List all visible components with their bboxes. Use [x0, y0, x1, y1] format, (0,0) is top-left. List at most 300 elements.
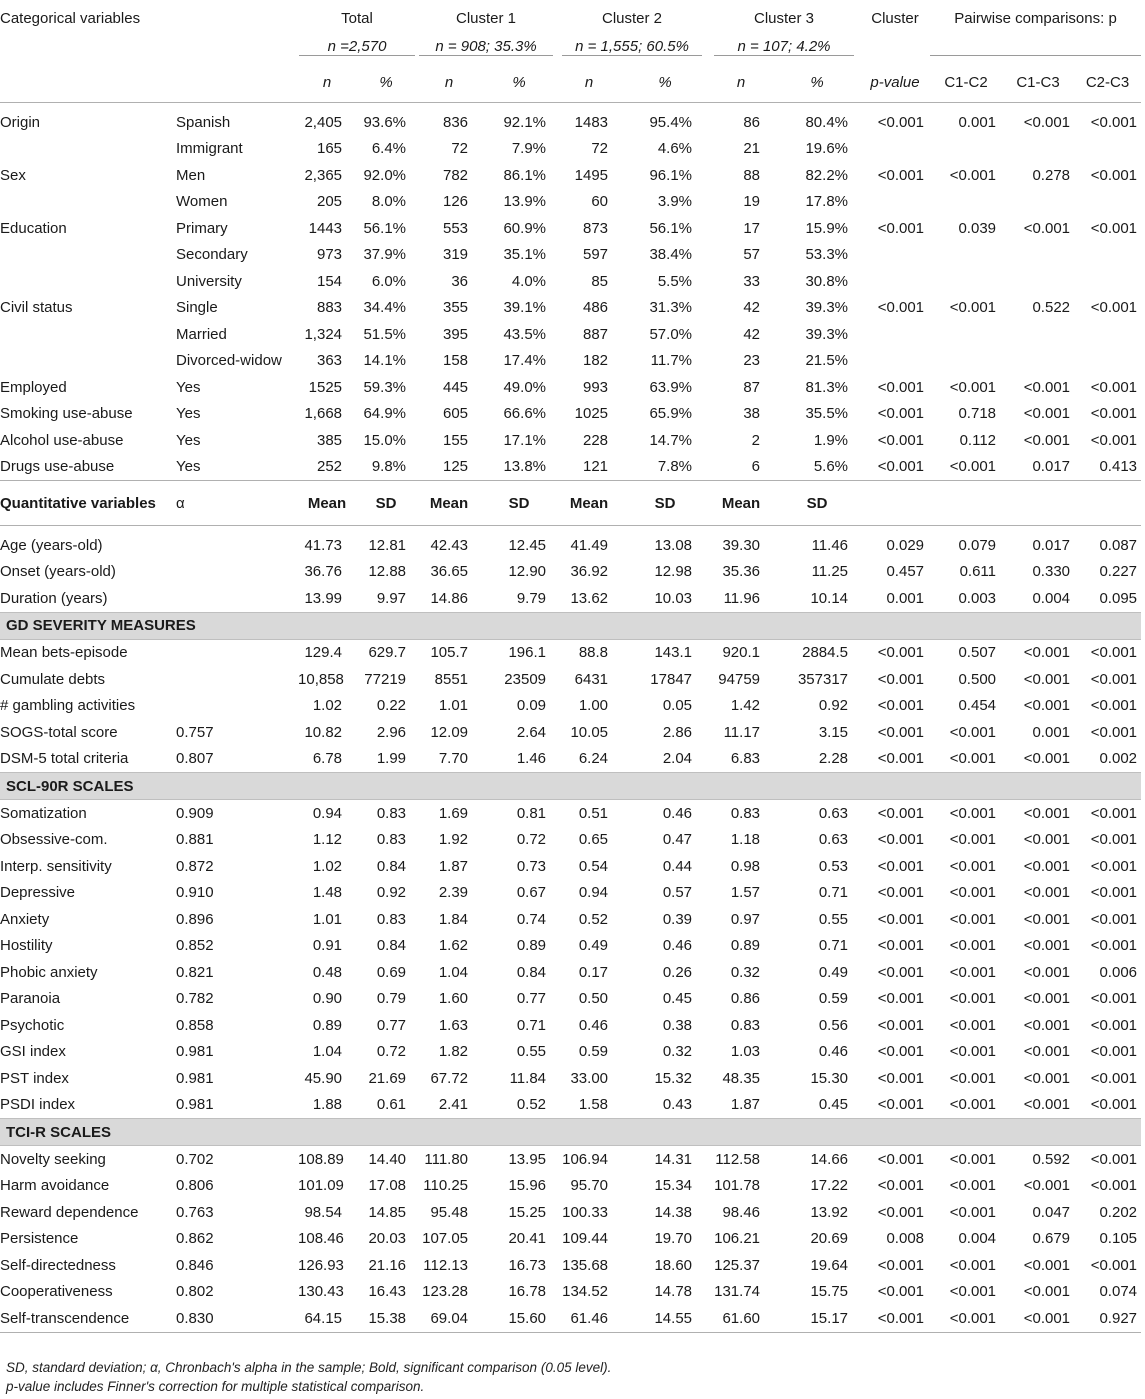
- cluster-pvalue: <0.001: [877, 113, 925, 131]
- category-label: Single: [176, 299, 218, 317]
- pairwise-pvalue: 0.413: [1099, 458, 1138, 476]
- pairwise-pvalue: <0.001: [1090, 804, 1138, 822]
- alpha-value: [176, 639, 298, 666]
- variable-label: [0, 189, 176, 216]
- pairwise-pvalue: <0.001: [949, 723, 997, 741]
- mean-cell: 13.99: [304, 589, 343, 607]
- mean-cell: 106.21: [714, 1230, 761, 1248]
- mean-cell: 1.60: [438, 990, 469, 1008]
- quantitative-title: Quantitative variables: [0, 494, 156, 512]
- sd-cell: 0.72: [376, 1043, 407, 1061]
- footnote-line-1: SD, standard deviation; α, Chronbach's alpha in the sample; Bold, significant comparison (0.05 level).: [6, 1360, 612, 1375]
- pairwise-pvalue: [1002, 136, 1074, 163]
- mean-cell: 108.89: [298, 1150, 344, 1168]
- count-cell: 1443: [308, 219, 343, 237]
- pairwise-pvalue: [930, 136, 1002, 163]
- alpha-value: [176, 559, 298, 586]
- category-label: Women: [176, 193, 228, 211]
- variable-label: PST index: [0, 1069, 69, 1087]
- cluster-pvalue: [860, 348, 930, 375]
- pairwise-pvalue: [1002, 242, 1074, 269]
- pairwise-pvalue: 0.105: [1099, 1230, 1138, 1248]
- pairwise-pvalue: <0.001: [949, 1150, 997, 1168]
- percent-cell: 95.4%: [649, 113, 693, 131]
- table-row: [0, 109, 1141, 136]
- cluster-pvalue: [860, 136, 930, 163]
- cluster-pvalue: [860, 189, 930, 216]
- pairwise-pvalue: 0.004: [1032, 589, 1071, 607]
- pairwise-pvalue: <0.001: [1090, 723, 1138, 741]
- empty-cell: [860, 481, 930, 526]
- mean-cell: 100.33: [562, 1203, 609, 1221]
- pairwise-pvalue: <0.001: [1023, 1016, 1071, 1034]
- count-cell: 205: [316, 193, 343, 211]
- sd-cell: 14.40: [368, 1150, 407, 1168]
- alpha-value: 0.846: [176, 1256, 214, 1274]
- pairwise-pvalue: 0.202: [1099, 1203, 1138, 1221]
- pairwise-pvalue: <0.001: [1090, 857, 1138, 875]
- percent-cell: 86.1%: [503, 166, 547, 184]
- cluster-header: Cluster: [871, 10, 919, 27]
- count-cell: 1483: [574, 113, 609, 131]
- sd-cell: 2.96: [376, 723, 407, 741]
- variable-label: Obsessive-com.: [0, 831, 108, 849]
- mean-cell: 8551: [434, 670, 469, 688]
- sd-cell: 0.83: [376, 910, 407, 928]
- pairwise-pvalue: <0.001: [1023, 884, 1071, 902]
- percent-cell: 39.1%: [503, 299, 547, 317]
- cluster3-n: n = 107; 4.2%: [714, 38, 854, 56]
- table-row: [0, 1092, 1141, 1119]
- alpha-header: α: [176, 494, 185, 512]
- count-cell: 1495: [574, 166, 609, 184]
- count-cell: 2,405: [304, 113, 343, 131]
- cluster2-header: Cluster 2: [602, 10, 663, 27]
- pairwise-pvalue: <0.001: [1090, 378, 1138, 396]
- mean-cell: 0.59: [578, 1043, 609, 1061]
- pairwise-pvalue: <0.001: [1023, 1069, 1071, 1087]
- total-n: n =2,570: [299, 38, 415, 56]
- sd-cell: 14.31: [654, 1150, 693, 1168]
- mean-cell: 14.86: [430, 589, 469, 607]
- pairwise-pvalue: <0.001: [1090, 1096, 1138, 1114]
- sd-cell: 0.39: [662, 910, 693, 928]
- mean-cell: 1.92: [438, 831, 469, 849]
- pairwise-pvalue: 0.927: [1099, 1309, 1138, 1327]
- pairwise-pvalue: <0.001: [1090, 299, 1138, 317]
- pairwise-pvalue: 0.017: [1032, 536, 1071, 554]
- count-cell: 85: [591, 272, 609, 290]
- pairwise-pvalue: <0.001: [949, 1203, 997, 1221]
- count-cell: 973: [316, 246, 343, 264]
- variable-label: [0, 136, 176, 163]
- mean-cell: 0.46: [578, 1016, 609, 1034]
- sd-cell: 1.99: [376, 750, 407, 768]
- quantitative-header: [0, 481, 1141, 526]
- mean-cell: 13.62: [570, 589, 609, 607]
- table-row: [0, 666, 1141, 693]
- category-label: Immigrant: [176, 140, 243, 158]
- mean-cell: 101.09: [298, 1177, 344, 1195]
- pairwise-pvalue: 0.679: [1032, 1230, 1071, 1248]
- mean-cell: 1.87: [438, 857, 469, 875]
- sd-cell: 12.90: [508, 563, 547, 581]
- cluster-pvalue: <0.001: [877, 1309, 925, 1327]
- count-cell: 42: [743, 299, 761, 317]
- mean-cell: 1.88: [312, 1096, 343, 1114]
- pairwise-pvalue: <0.001: [1090, 1069, 1138, 1087]
- mean-cell: 69.04: [430, 1309, 469, 1327]
- section-heading: TCI-R SCALES: [0, 1119, 1141, 1146]
- variable-label: # gambling activities: [0, 697, 136, 715]
- pairwise-pvalue: <0.001: [1090, 1256, 1138, 1274]
- mean-cell: 1.01: [312, 910, 343, 928]
- sd-cell: 16.73: [508, 1256, 547, 1274]
- table-row: [0, 1173, 1141, 1200]
- pairwise-pvalue: [1002, 321, 1074, 348]
- mean-cell: 0.48: [312, 963, 343, 981]
- sd-cell: 0.46: [662, 937, 693, 955]
- category-label: University: [176, 272, 242, 290]
- sd-cell: 17.22: [810, 1177, 849, 1195]
- sd-cell: 20.69: [810, 1230, 849, 1248]
- alpha-value: 0.807: [176, 750, 214, 768]
- count-cell: 553: [442, 219, 469, 237]
- pairwise-pvalue: 0.039: [958, 219, 997, 237]
- alpha-value: 0.981: [176, 1043, 214, 1061]
- mean-cell: 10,858: [298, 670, 344, 688]
- mean-cell: 98.46: [722, 1203, 761, 1221]
- table-row: [0, 986, 1141, 1013]
- variable-label: Self-directedness: [0, 1256, 116, 1274]
- cluster-pvalue: <0.001: [877, 1096, 925, 1114]
- percent-cell: 4.0%: [511, 272, 547, 290]
- pairwise-pvalue: <0.001: [1023, 1283, 1071, 1301]
- pairwise-pvalue: 0.095: [1099, 589, 1138, 607]
- mean-cell: 111.80: [424, 1150, 469, 1168]
- cluster-pvalue: [860, 268, 930, 295]
- mean-cell: 1.48: [312, 884, 343, 902]
- percent-cell: 19.6%: [805, 140, 849, 158]
- alpha-value: 0.806: [176, 1177, 214, 1195]
- percent-cell: 56.1%: [649, 219, 693, 237]
- cluster-pvalue: 0.029: [886, 536, 925, 554]
- count-cell: 993: [582, 378, 609, 396]
- sd-cell: 0.05: [662, 697, 693, 715]
- count-cell: 17: [743, 219, 761, 237]
- pairwise-pvalue: [1074, 189, 1141, 216]
- sd-cell: 0.83: [376, 804, 407, 822]
- percent-cell: 21.5%: [805, 352, 849, 370]
- pairwise-pvalue: [1002, 189, 1074, 216]
- quantitative-body: [0, 481, 1141, 1333]
- sd-cell: 0.61: [376, 1096, 407, 1114]
- alpha-value: [176, 666, 298, 693]
- percent-cell: 59.3%: [363, 378, 407, 396]
- variable-label: Paranoia: [0, 990, 61, 1008]
- pairwise-pvalue: <0.001: [1090, 831, 1138, 849]
- sd-cell: 16.43: [368, 1283, 407, 1301]
- sd-cell: 10.14: [810, 589, 849, 607]
- sd-cell: 15.96: [508, 1177, 547, 1195]
- sd-cell: 13.92: [810, 1203, 849, 1221]
- sd-cell: 0.89: [516, 937, 547, 955]
- pairwise-pvalue: <0.001: [1090, 219, 1138, 237]
- percent-cell: 7.9%: [511, 140, 547, 158]
- category-label: Yes: [176, 405, 201, 423]
- pairwise-pvalue: 0.507: [958, 644, 997, 662]
- sd-cell: 19.70: [654, 1230, 693, 1248]
- count-cell: 363: [316, 352, 343, 370]
- category-label: Yes: [176, 458, 201, 476]
- count-cell: 782: [442, 166, 469, 184]
- cluster-pvalue: <0.001: [877, 963, 925, 981]
- variable-label: Harm avoidance: [0, 1177, 110, 1195]
- percent-cell: 30.8%: [805, 272, 849, 290]
- percent-cell: 92.0%: [363, 166, 407, 184]
- mean-cell: 0.17: [578, 963, 609, 981]
- cluster-pvalue: <0.001: [877, 910, 925, 928]
- pairwise-pvalue: <0.001: [949, 1016, 997, 1034]
- mean-cell: 134.52: [562, 1283, 609, 1301]
- percent-cell: 9.8%: [371, 458, 407, 476]
- col-pct: %: [810, 73, 824, 91]
- mean-cell: 12.09: [430, 723, 469, 741]
- pairwise-pvalue: 0.500: [958, 670, 997, 688]
- pairwise-pvalue: [1002, 268, 1074, 295]
- pairwise-pvalue: <0.001: [1023, 910, 1071, 928]
- sd-cell: 0.09: [516, 697, 547, 715]
- pairwise-pvalue: <0.001: [1090, 1150, 1138, 1168]
- mean-cell: 6.78: [312, 750, 343, 768]
- mean-cell: 7.70: [438, 750, 469, 768]
- variable-label: DSM-5 total criteria: [0, 750, 129, 768]
- count-cell: 252: [316, 458, 343, 476]
- sd-cell: 2.28: [818, 750, 849, 768]
- col-sd: SD: [806, 494, 828, 512]
- table-row: [0, 136, 1141, 163]
- mean-cell: 0.32: [730, 963, 761, 981]
- sd-cell: 2.04: [662, 750, 693, 768]
- count-cell: 121: [582, 458, 609, 476]
- table-row: [0, 215, 1141, 242]
- pairwise-pvalue: <0.001: [1023, 405, 1071, 423]
- percent-cell: 6.4%: [371, 140, 407, 158]
- table-row: [0, 1305, 1141, 1332]
- sd-cell: 15.25: [508, 1203, 547, 1221]
- sd-cell: 0.84: [376, 937, 407, 955]
- sd-cell: 14.78: [654, 1283, 693, 1301]
- mean-cell: 45.90: [304, 1069, 343, 1087]
- alpha-value: [176, 532, 298, 559]
- sd-cell: 0.83: [376, 831, 407, 849]
- sd-cell: 0.59: [818, 990, 849, 1008]
- mean-cell: 106.94: [562, 1150, 609, 1168]
- col-n: n: [444, 73, 454, 91]
- sd-cell: 12.45: [508, 536, 547, 554]
- sd-cell: 0.47: [662, 831, 693, 849]
- pairwise-pvalue: 0.074: [1099, 1283, 1138, 1301]
- empty-cell: [1002, 481, 1074, 526]
- sd-cell: 11.46: [811, 536, 849, 554]
- percent-cell: 37.9%: [363, 246, 407, 264]
- table-row: [0, 1039, 1141, 1066]
- mean-cell: 1.18: [730, 831, 761, 849]
- mean-cell: 0.94: [578, 884, 609, 902]
- pairwise-pvalue: 0.278: [1032, 166, 1071, 184]
- pairwise-pvalue: <0.001: [949, 831, 997, 849]
- sd-cell: 20.03: [368, 1230, 407, 1248]
- percent-cell: 8.0%: [371, 193, 407, 211]
- table-row: [0, 1146, 1141, 1173]
- mean-cell: 129.4: [304, 644, 343, 662]
- sd-cell: 0.63: [818, 831, 849, 849]
- alpha-value: 0.830: [176, 1309, 214, 1327]
- pairwise-pvalue: <0.001: [1023, 990, 1071, 1008]
- col-mean: Mean: [721, 494, 761, 512]
- variable-label: Self-transcendence: [0, 1309, 130, 1327]
- percent-cell: 96.1%: [649, 166, 693, 184]
- sd-cell: 629.7: [368, 644, 407, 662]
- cluster1-header: Cluster 1: [456, 10, 517, 27]
- pairwise-pvalue: <0.001: [949, 1177, 997, 1195]
- col-c1c3: C1-C3: [1016, 73, 1060, 91]
- percent-cell: 56.1%: [363, 219, 407, 237]
- pairwise-pvalue: <0.001: [1090, 670, 1138, 688]
- count-cell: 38: [743, 405, 761, 423]
- mean-cell: 125.37: [714, 1256, 761, 1274]
- sd-cell: 0.49: [818, 963, 849, 981]
- table-row: [0, 853, 1141, 880]
- mean-cell: 61.46: [570, 1309, 609, 1327]
- variable-label: Employed: [0, 378, 67, 396]
- pairwise-pvalue: <0.001: [1090, 166, 1138, 184]
- pairwise-pvalue: <0.001: [1023, 831, 1071, 849]
- table-row: [0, 959, 1141, 986]
- alpha-value: 0.862: [176, 1230, 214, 1248]
- count-cell: 19: [743, 193, 761, 211]
- percent-cell: 1.9%: [813, 431, 849, 449]
- count-cell: 395: [442, 325, 469, 343]
- mean-cell: 0.49: [578, 937, 609, 955]
- pairwise-pvalue: 0.454: [958, 697, 997, 715]
- variable-label: Psychotic: [0, 1016, 65, 1034]
- footnote-line-2: p-value includes Finner's correction for multiple statistical comparison.: [6, 1379, 425, 1394]
- cluster-pvalue: <0.001: [877, 1043, 925, 1061]
- mean-cell: 2.41: [438, 1096, 469, 1114]
- alpha-value: 0.821: [176, 963, 214, 981]
- mean-cell: 42.43: [430, 536, 469, 554]
- pairwise-pvalue: [1074, 242, 1141, 269]
- variable-label: [0, 242, 176, 269]
- table-row: [0, 719, 1141, 746]
- mean-cell: 6.24: [578, 750, 609, 768]
- pairwise-pvalue: 0.017: [1032, 458, 1071, 476]
- mean-cell: 105.7: [430, 644, 469, 662]
- sd-cell: 1.46: [516, 750, 547, 768]
- cluster-pvalue: <0.001: [877, 1203, 925, 1221]
- pairwise-pvalue: 0.611: [959, 563, 997, 581]
- table-row: [0, 1279, 1141, 1306]
- mean-cell: 1.02: [312, 697, 343, 715]
- cluster-pvalue: <0.001: [877, 644, 925, 662]
- pairwise-pvalue: <0.001: [1023, 431, 1071, 449]
- count-cell: 228: [582, 431, 609, 449]
- variable-label: Interp. sensitivity: [0, 857, 112, 875]
- mean-cell: 1.87: [730, 1096, 761, 1114]
- pairwise-pvalue: <0.001: [1023, 1096, 1071, 1114]
- col-pct: %: [658, 73, 672, 91]
- mean-cell: 1.62: [438, 937, 469, 955]
- mean-cell: 88.8: [578, 644, 609, 662]
- sd-cell: 0.44: [662, 857, 693, 875]
- alpha-value: 0.896: [176, 910, 214, 928]
- count-cell: 86: [743, 113, 761, 131]
- sd-cell: 3.15: [818, 723, 849, 741]
- sd-cell: 0.53: [818, 857, 849, 875]
- sd-cell: 18.60: [654, 1256, 693, 1274]
- percent-cell: 49.0%: [503, 378, 547, 396]
- percent-cell: 17.1%: [503, 431, 547, 449]
- table-row: [0, 746, 1141, 773]
- mean-cell: 0.90: [312, 990, 343, 1008]
- variable-label: Drugs use-abuse: [0, 458, 115, 476]
- pairwise-pvalue: 0.087: [1099, 536, 1138, 554]
- empty-cell: [1074, 481, 1141, 526]
- mean-cell: 1.12: [312, 831, 343, 849]
- mean-cell: 36.65: [430, 563, 469, 581]
- sd-cell: 0.67: [516, 884, 547, 902]
- mean-cell: 0.54: [578, 857, 609, 875]
- sd-cell: 10.03: [654, 589, 693, 607]
- mean-cell: 1.04: [438, 963, 469, 981]
- mean-cell: 36.92: [570, 563, 609, 581]
- pairwise-pvalue: <0.001: [949, 1256, 997, 1274]
- col-mean: Mean: [429, 494, 469, 512]
- alpha-value: 0.981: [176, 1069, 214, 1087]
- pairwise-pvalue: <0.001: [949, 1043, 997, 1061]
- cluster-pvalue: <0.001: [877, 857, 925, 875]
- pairwise-pvalue: <0.001: [1023, 857, 1071, 875]
- mean-cell: 135.68: [562, 1256, 609, 1274]
- count-cell: 445: [442, 378, 469, 396]
- mean-cell: 1.82: [438, 1043, 469, 1061]
- col-n: n: [584, 73, 594, 91]
- percent-cell: 3.9%: [657, 193, 693, 211]
- percent-cell: 14.1%: [363, 352, 407, 370]
- percent-cell: 14.7%: [649, 431, 693, 449]
- category-label: Spanish: [176, 113, 231, 131]
- cluster-pvalue: <0.001: [877, 1256, 925, 1274]
- sd-cell: 0.63: [818, 804, 849, 822]
- percent-cell: 53.3%: [805, 246, 849, 264]
- count-cell: 72: [591, 140, 609, 158]
- variable-label: Alcohol use-abuse: [0, 431, 124, 449]
- table-row: [0, 348, 1141, 375]
- alpha-value: 0.757: [176, 723, 214, 741]
- percent-cell: 63.9%: [649, 378, 693, 396]
- sd-cell: 15.30: [810, 1069, 849, 1087]
- percent-cell: 64.9%: [363, 405, 407, 423]
- sd-cell: 0.71: [516, 1016, 547, 1034]
- percent-cell: 66.6%: [503, 405, 547, 423]
- variable-label: Sex: [0, 166, 26, 184]
- pairwise-pvalue: 0.079: [958, 536, 997, 554]
- sd-cell: 14.85: [368, 1203, 407, 1221]
- mean-cell: 1.00: [578, 697, 609, 715]
- percent-cell: 15.0%: [363, 431, 407, 449]
- mean-cell: 6431: [574, 670, 609, 688]
